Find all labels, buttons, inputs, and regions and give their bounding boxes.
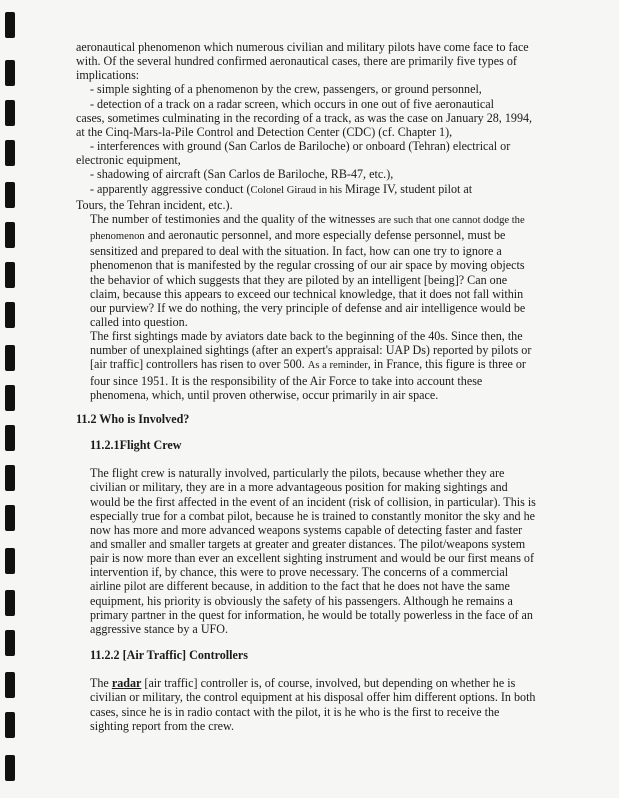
bullet-item: - interferences with ground (San Carlos de Bariloche) or onboard (Tehran) electrical or <box>90 139 511 154</box>
text-run-small: As a reminder <box>307 360 368 372</box>
binder-hole <box>5 345 15 371</box>
bullet-item: - detection of a track on a radar screen, which occurs in one out of five aeronautical <box>90 96 494 111</box>
binder-hole <box>5 100 15 126</box>
binder-hole <box>5 302 15 328</box>
bullet-item <box>76 182 538 198</box>
section-heading: 11.2 Who is Involved? <box>76 411 190 426</box>
binder-hole <box>5 548 15 574</box>
binder-hole <box>5 590 15 616</box>
paragraph <box>76 676 538 733</box>
binder-hole <box>5 672 15 698</box>
paragraph <box>76 212 538 329</box>
binder-hole <box>5 385 15 411</box>
binder-hole <box>5 182 15 208</box>
binder-hole <box>5 712 15 738</box>
text-run: Mirage IV, student pilot at <box>342 181 473 196</box>
text-run-small: Colonel Giraud in his <box>250 184 343 196</box>
text-run: The first sightings made by aviators date back to the beginning of the 40s. Since then, the number of unexplained sightings (after an expert's appraisal: UAP Ds) reported by pilots or [air traffic] controllers has risen to over 500. <box>90 329 532 372</box>
bullet-continuation: cases, sometimes culminating in the recording of a track, as was the case on January 28, 1994, at the Cinq-Mars-la-Pile Control and Detection Center (CDC) (cf. Chapter 1), <box>76 110 533 139</box>
subsection-heading: 11.2.2 [Air Traffic] Controllers <box>90 648 248 663</box>
bullet-continuation: Tours, the Tehran incident, etc.). <box>76 197 233 212</box>
bullet-item: - simple sighting of a phenomenon by the crew, passengers, or ground personnel, <box>90 82 482 97</box>
text-run: [air traffic] controller is, of course, involved, but depending on whether he is civilian or military, the control equipment at his disposal offer him different options. In both cases, since he is in radio contact with the pilot, it is he who is the first to receive the sighting report from the crew. <box>90 676 536 733</box>
text-run-small: are such that one cannot dodge the phenomenon <box>90 214 525 243</box>
binder-hole <box>5 12 15 38</box>
text-run: and aeronautic personnel, and more especially defense personnel, must be sensitized and prepared to deal with the situation. In fact, how can one try to ignore a phenomenon that is manifested by the regular crossing of our air space by moving objects the behavior of which suggests that they are piloted by an intelligent [being]? Can one claim, because this appears to exceed our technical knowledge, that it does not fall within our purview? If we do nothing, the very principle of defense and air intelligence would be called into question. <box>90 228 526 329</box>
subsection-heading: 11.2.1Flight Crew <box>90 438 182 453</box>
binder-hole <box>5 755 15 781</box>
binder-hole <box>5 465 15 491</box>
binder-hole <box>5 222 15 248</box>
bullet-item: - shadowing of aircraft (San Carlos de Bariloche, RB-47, etc.), <box>90 167 394 182</box>
text-run: The number of testimonies and the quality of the witnesses <box>90 211 379 226</box>
text-run: The <box>90 676 112 691</box>
document-body <box>76 40 538 733</box>
binder-hole <box>5 60 15 86</box>
bullet-continuation: electronic equipment, <box>76 153 181 168</box>
binder-hole <box>5 425 15 451</box>
underlined-word: radar <box>111 676 142 691</box>
paragraph <box>76 329 538 402</box>
text-run: , in France, this figure is three or four since 1951. It is the responsibility of the Air Force to take into account these phenomena, which, until proven otherwise, occur primarily in air space. <box>90 357 526 402</box>
paragraph: aeronautical phenomenon which numerous civilian and military pilots have come face to face with. Of the several hundred confirmed aeronautical cases, there are primarily five types of implications: <box>76 40 529 83</box>
text-run: - apparently aggressive conduct ( <box>90 181 251 196</box>
binder-hole <box>5 630 15 656</box>
binder-hole <box>5 140 15 166</box>
binder-hole <box>5 262 15 288</box>
paragraph: The flight crew is naturally involved, particularly the pilots, because whether they are civilian or military, they are in a more advantageous position for making sightings and would be the first affected in the event of an incident (risk of collision, in particular). This is especially true for a combat pilot, because he is trained to constantly monitor the sky and he now has more and more advanced weapons systems capable of detecting faster and faster and smaller and smaller targets at greater and greater distances. The pilot/weapons system pair is now more than ever an excellent sighting instrument and would be our first means of intervention if, by chance, this were to prove necessary. The concerns of a commercial airline pilot are different because, in addition to the fact that he does not have the same equipment, his priority is obviously the safety of his passengers. Although he remains a primary partner in the quest for information, he would be totally powerless in the face of an aggressive stance by a UFO. <box>90 466 536 636</box>
binder-hole <box>5 505 15 531</box>
